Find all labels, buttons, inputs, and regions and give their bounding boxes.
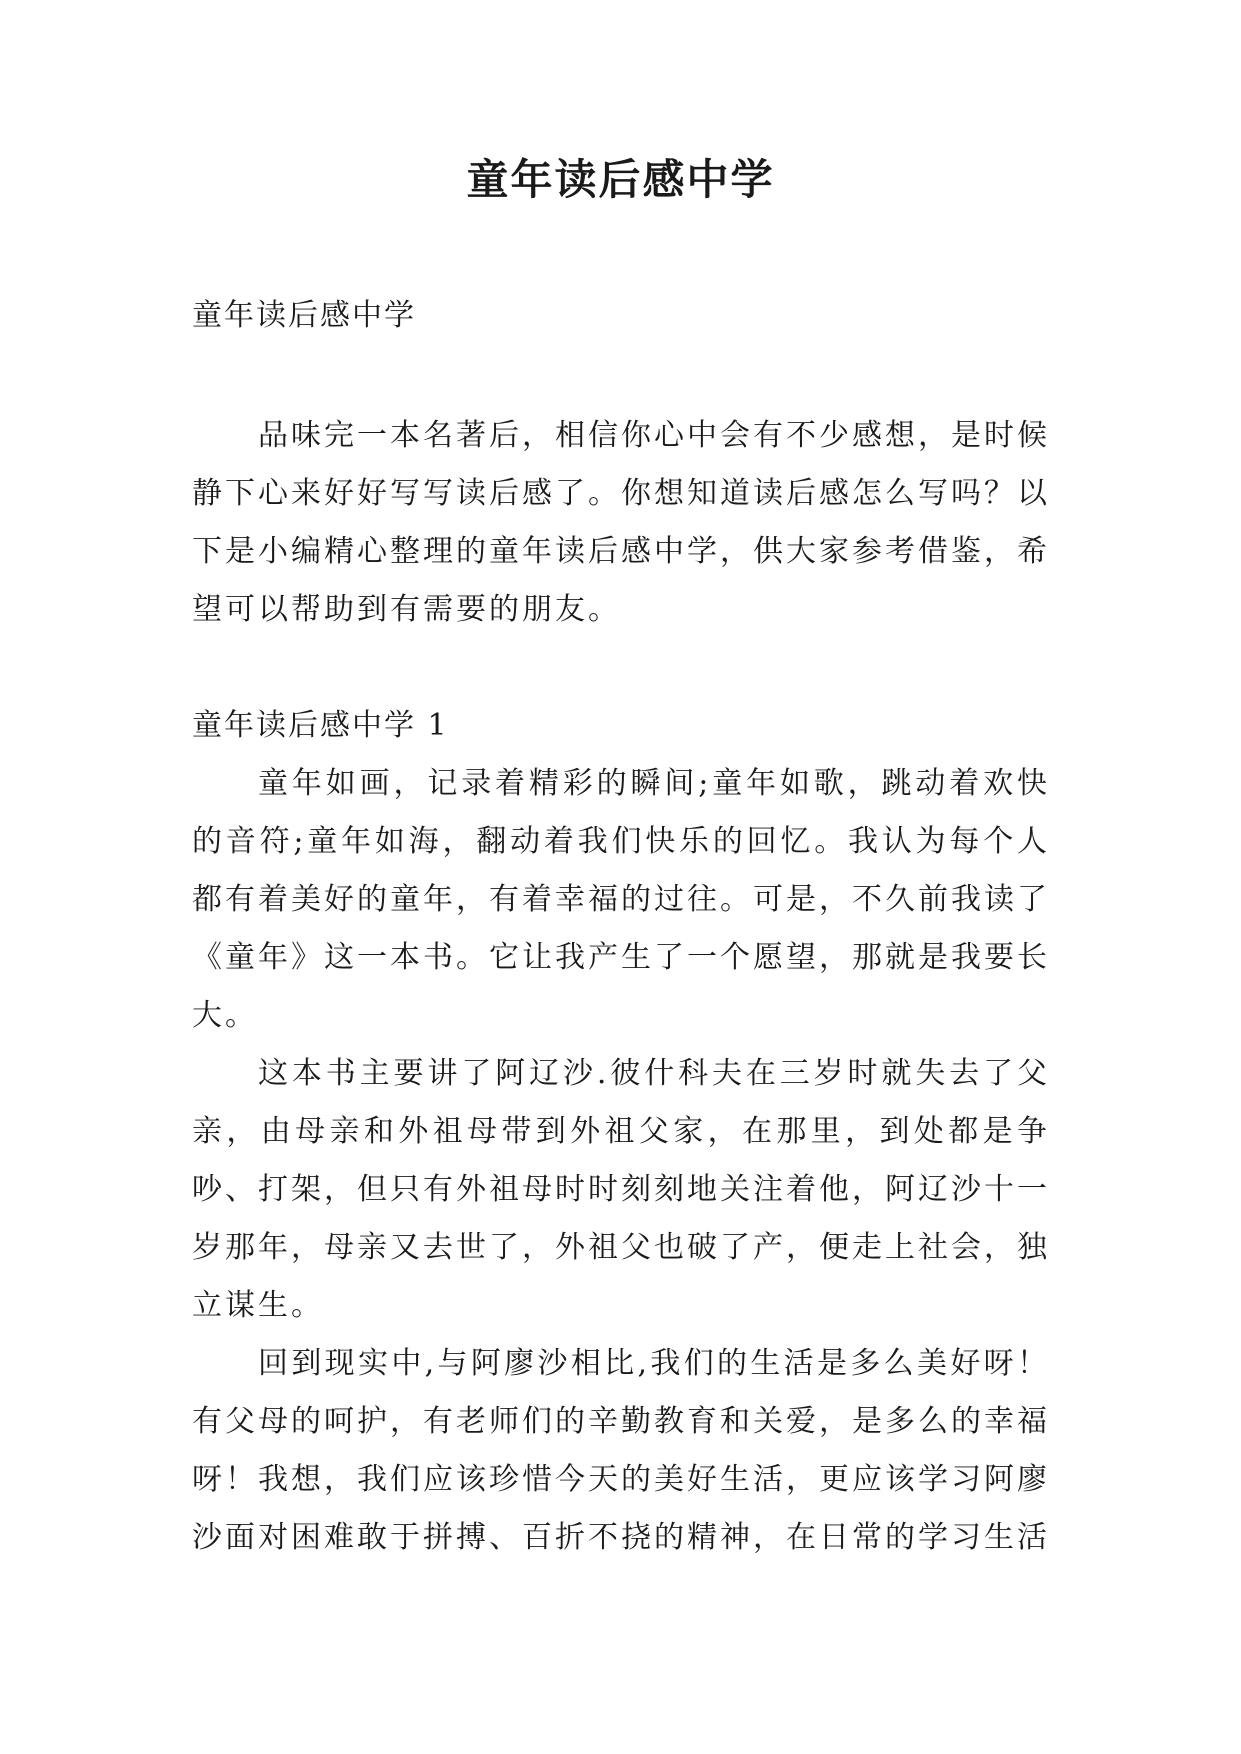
document-title: 童年读后感中学	[466, 155, 775, 204]
body-paragraph: 童年如画，记录着精彩的瞬间;童年如歌，跳动着欢快的音符;童年如海，翻动着我们快乐的回忆。我认为每个人都有着美好的童年，有着幸福的过往。可是，不久前我读了《童年》这一本书。它让我产生了一个愿望，那就是我要长大。	[192, 766, 1050, 1033]
document-subtitle: 童年读后感中学	[192, 298, 416, 333]
section-1	[192, 697, 1050, 1567]
section-1-heading: 童年读后感中学 1	[192, 708, 449, 743]
body-paragraph: 这本书主要讲了阿辽沙.彼什科夫在三岁时就失去了父亲，由母亲和外祖母带到外祖父家，在那里，到处都是争吵、打架，但只有外祖母时时刻刻地关注着他，阿辽沙十一岁那年，母亲又去世了，外祖父也破了产，便走上社会，独立谋生。	[192, 1056, 1050, 1323]
intro-block	[192, 407, 1050, 639]
body-paragraph: 回到现实中,与阿廖沙相比,我们的生活是多么美好呀！有父母的呵护，有老师们的辛勤教育和关爱，是多么的幸福呀！我想，我们应该珍惜今天的美好生活，更应该学习阿廖沙面对困难敢于拼搏、百折不挠的精神，在日常的学习生活	[192, 1346, 1050, 1555]
intro-paragraph: 品味完一本名著后，相信你心中会有不少感想，是时候静下心来好好写写读后感了。你想知道读后感怎么写吗？以下是小编精心整理的童年读后感中学，供大家参考借鉴，希望可以帮助到有需要的朋友。	[192, 418, 1050, 627]
